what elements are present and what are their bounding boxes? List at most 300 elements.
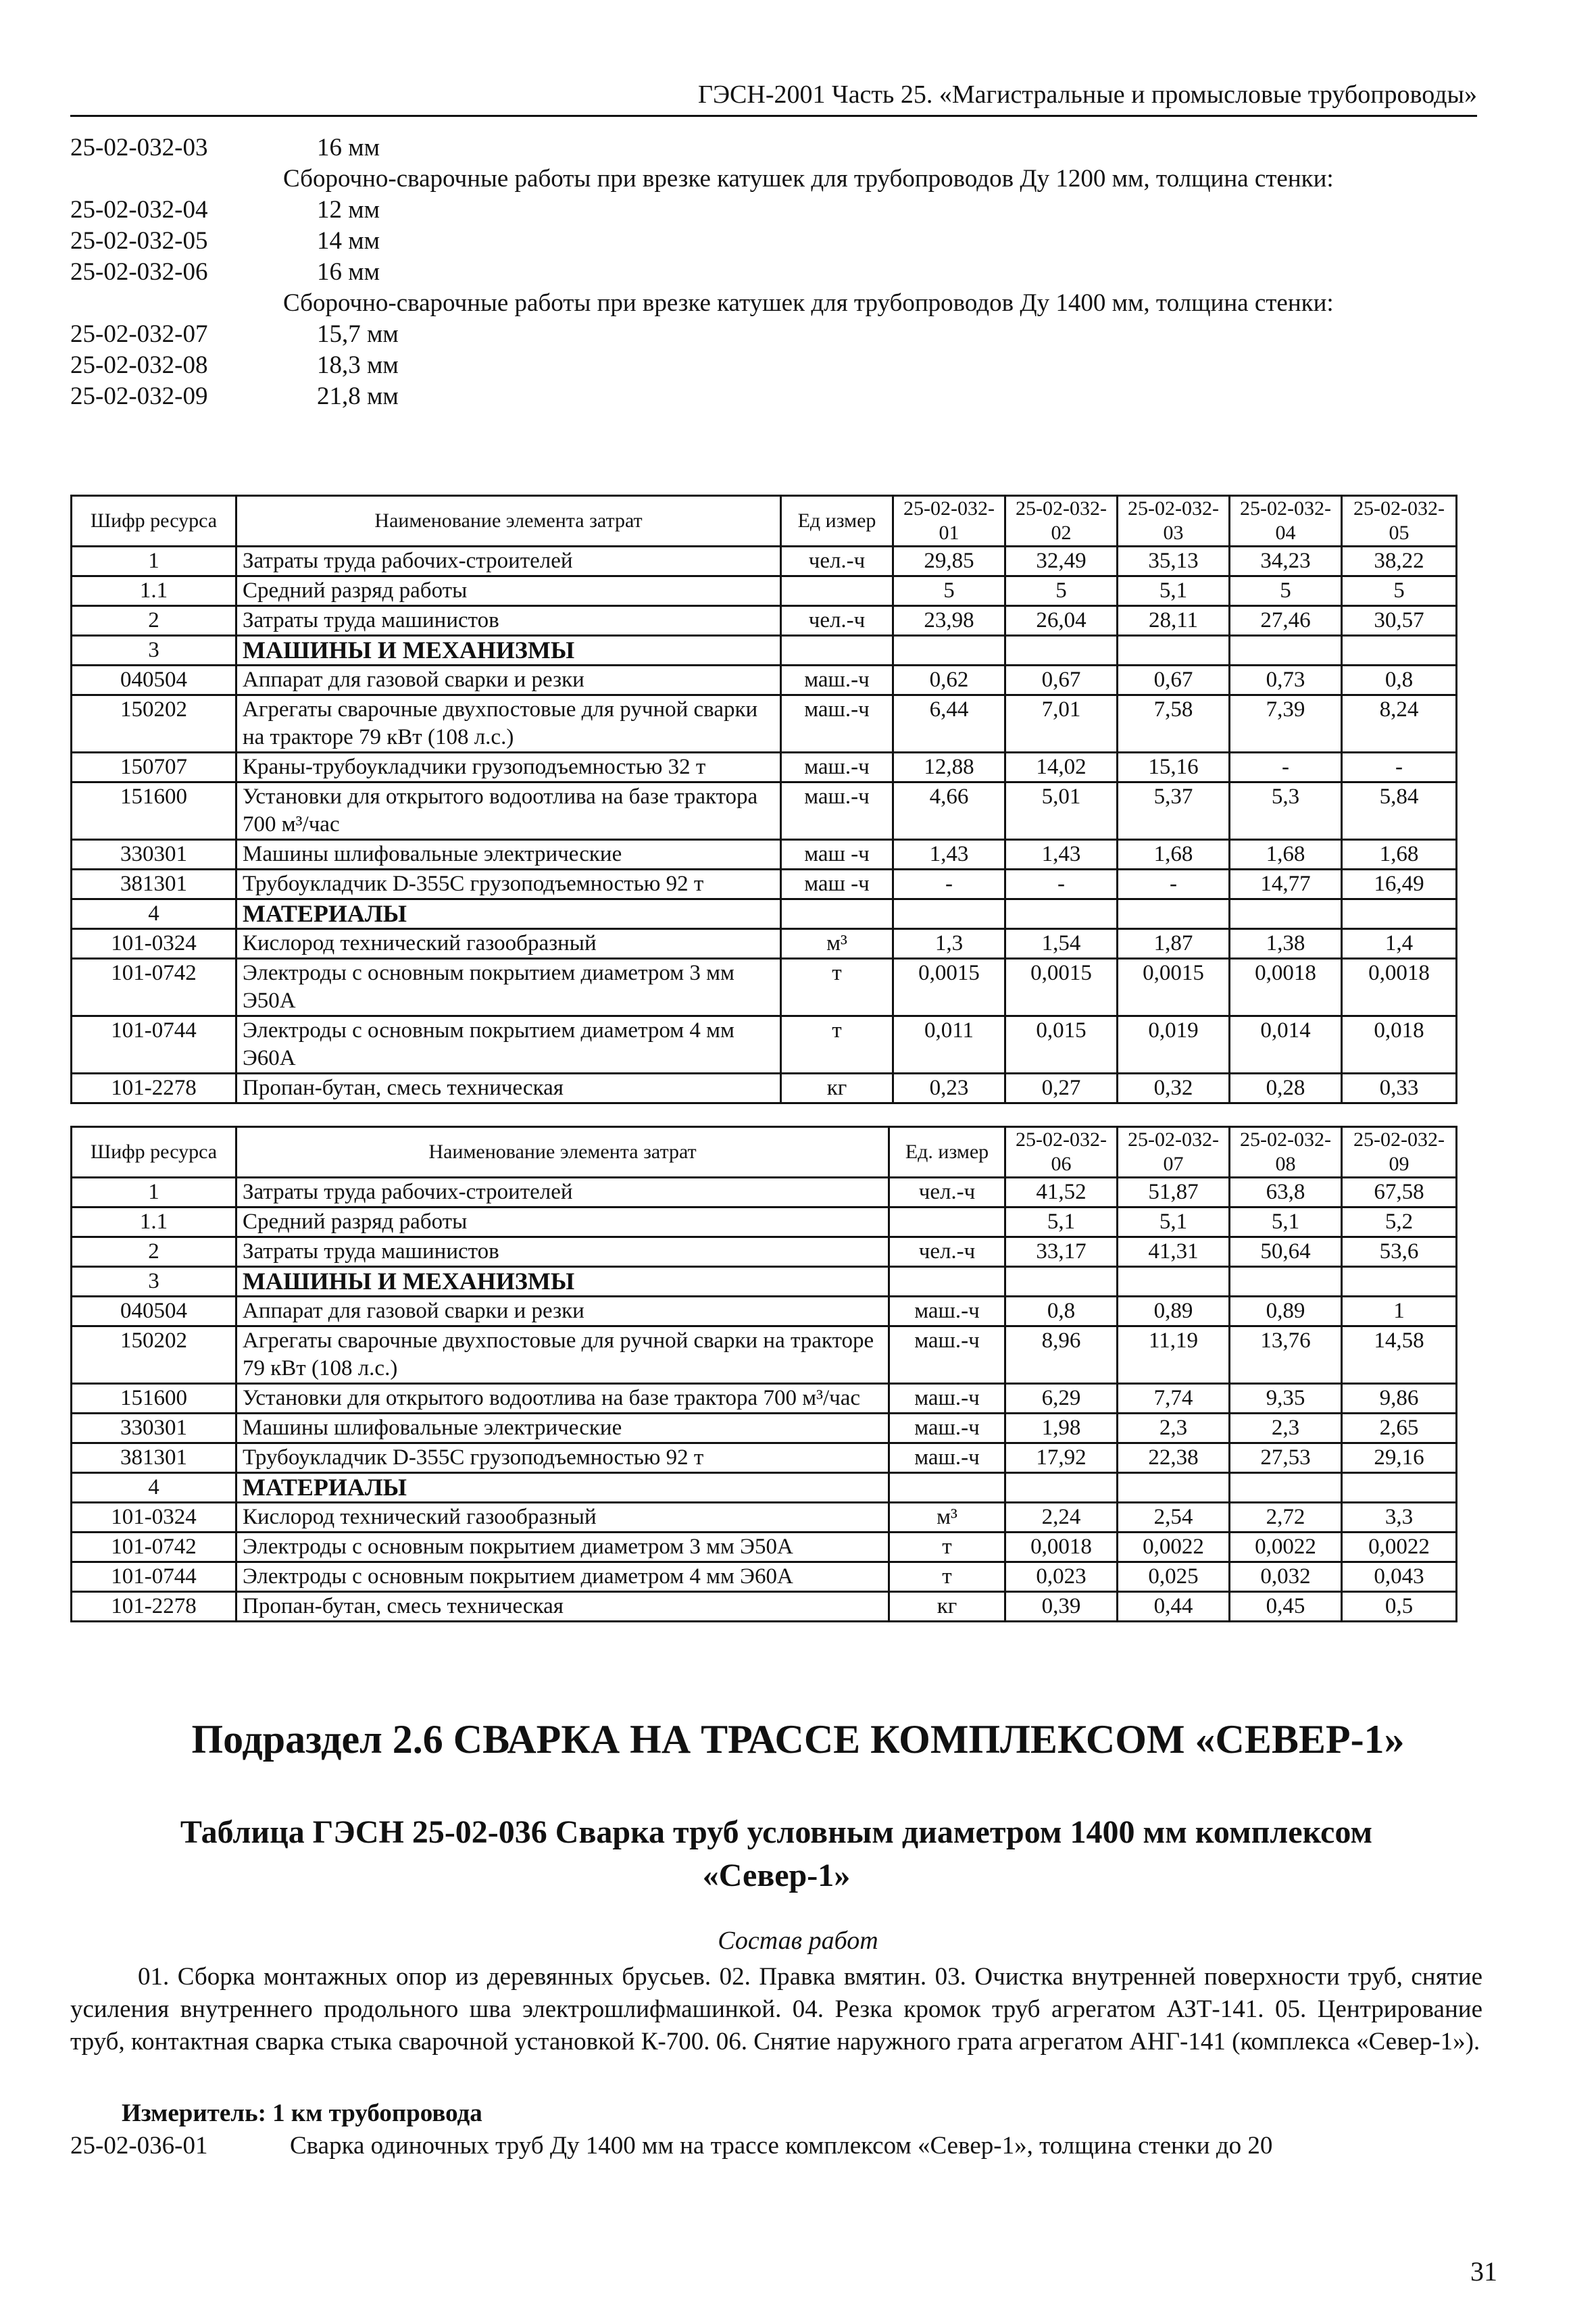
cell-unit [781,899,893,929]
cell-code: 040504 [72,1297,236,1326]
cell-value: 1,68 [1118,840,1230,870]
cell-value: 35,13 [1118,547,1230,576]
cell-value: 5 [893,576,1005,606]
cell-value: 0,0022 [1230,1533,1342,1562]
table-row [72,1503,1457,1533]
cell-name: Трубоукладчик D-355C грузоподъемностью 92 т [236,1443,889,1473]
code-list-text: 18,3 мм [317,351,399,379]
cell-value: 51,87 [1118,1178,1230,1208]
cell-code: 101-0742 [72,1533,236,1562]
cell-value: 0,27 [1005,1074,1118,1103]
cell-value: 1,38 [1230,929,1342,959]
composition-text: 01. Сборка монтажных опор из деревянных брусьев. 02. Правка вмятин. 03. Очистка внутренней поверхности труб, снятие усиления внутреннего продольного шва электрошлифмашинкой. 04. Резка кромок труб агрегатом АЗТ-141. 05. Центрирование труб, контактная сварка стыка сварочной установкой К-700. 06. Снятие наружного грата агрегатом АНГ-141 (комплекса «Север-1»). [70,1963,1482,2056]
cell-code: 381301 [72,870,236,899]
cell-value: 17,92 [1005,1443,1118,1473]
code-list-row [70,195,1482,226]
cell-value: 0,0018 [1342,959,1457,1016]
header-code: Шифр ресурса [72,1127,236,1178]
header-norm: 25-02-032-02 [1005,496,1118,547]
cell-code: 3 [72,1267,236,1297]
code-list-code: 25-02-032-03 [70,134,208,161]
cell-value: 2,3 [1230,1414,1342,1443]
cell-value: 28,11 [1118,606,1230,636]
cell-code: 330301 [72,840,236,870]
table-row [72,1414,1457,1443]
code-list-code: 25-02-032-05 [70,227,208,255]
cell-value [1342,1473,1457,1503]
cell-code: 101-0742 [72,959,236,1016]
cell-value: 27,46 [1230,606,1342,636]
cell-name: МАШИНЫ И МЕХАНИЗМЫ [236,1267,889,1297]
header-norm: 25-02-032-03 [1118,496,1230,547]
cell-unit: маш.-ч [889,1297,1005,1326]
cell-value: 4,66 [893,782,1005,840]
cell-value: 0,032 [1230,1562,1342,1592]
cell-value: 0,33 [1342,1074,1457,1103]
cell-name: Пропан-бутан, смесь техническая [236,1592,889,1622]
cell-unit [781,576,893,606]
cell-value: 53,6 [1342,1237,1457,1267]
cell-value: 41,52 [1005,1178,1118,1208]
cell-value: 14,02 [1005,753,1118,782]
table-row [72,1208,1457,1237]
cell-value: 6,44 [893,695,1005,753]
cell-value [1230,1267,1342,1297]
cell-value: - [1005,870,1118,899]
cell-unit: чел.-ч [889,1237,1005,1267]
cell-value: 14,58 [1342,1326,1457,1384]
cell-value [1005,636,1118,666]
cell-code: 4 [72,899,236,929]
cell-value: 7,39 [1230,695,1342,753]
cell-value: 1,68 [1342,840,1457,870]
cell-code: 150707 [72,753,236,782]
cell-code: 330301 [72,1414,236,1443]
cell-code: 3 [72,636,236,666]
cell-value: 5,1 [1230,1208,1342,1237]
table-row [72,1384,1457,1414]
cell-value: 2,3 [1118,1414,1230,1443]
cell-value: 1,54 [1005,929,1118,959]
table-row [72,870,1457,899]
cell-name: Затраты труда машинистов [236,1237,889,1267]
norm-entry-text: Сварка одиночных труб Ду 1400 мм на трассе комплексом «Север-1», толщина стенки до 20 [290,2132,1273,2160]
cell-name: Затраты труда рабочих-строителей [236,547,781,576]
cell-name: Установки для открытого водоотлива на базе трактора 700 м³/час [236,782,781,840]
code-list-code: 25-02-032-08 [70,351,208,379]
cell-unit: чел.-ч [781,606,893,636]
cell-value: 11,19 [1118,1326,1230,1384]
cell-value [893,636,1005,666]
cell-value: 1,68 [1230,840,1342,870]
cell-value: 2,65 [1342,1414,1457,1443]
cell-unit: маш -ч [781,870,893,899]
cell-unit [781,636,893,666]
cell-value: 27,53 [1230,1443,1342,1473]
cell-value: 1,43 [893,840,1005,870]
cell-unit [889,1267,1005,1297]
cell-unit: маш -ч [781,840,893,870]
cell-value: 0,28 [1230,1074,1342,1103]
cell-code: 2 [72,606,236,636]
cell-value: 0,015 [1005,1016,1118,1074]
cell-value: 7,74 [1118,1384,1230,1414]
table-row [72,1237,1457,1267]
code-list-row [70,350,1482,381]
cell-unit: маш.-ч [889,1414,1005,1443]
cell-code: 4 [72,1473,236,1503]
cell-code: 101-0324 [72,1503,236,1533]
cell-code: 151600 [72,1384,236,1414]
cell-value: 1,43 [1005,840,1118,870]
table-row [72,576,1457,606]
cell-value: 16,49 [1342,870,1457,899]
cell-value: 0,39 [1005,1592,1118,1622]
table-title-line: «Север-1» [702,1858,851,1893]
cell-name: Средний разряд работы [236,576,781,606]
cell-code: 2 [72,1237,236,1267]
cell-code: 101-2278 [72,1592,236,1622]
cell-value: 0,014 [1230,1016,1342,1074]
cell-value [1118,636,1230,666]
table-row [72,1562,1457,1592]
cell-value: 7,58 [1118,695,1230,753]
cell-value: 1,4 [1342,929,1457,959]
cell-value: 7,01 [1005,695,1118,753]
cell-value [1342,636,1457,666]
cell-value: 14,77 [1230,870,1342,899]
cell-value: 3,3 [1342,1503,1457,1533]
cell-value: 0,025 [1118,1562,1230,1592]
cell-code: 101-2278 [72,1074,236,1103]
table-row [72,1178,1457,1208]
cell-value: 26,04 [1005,606,1118,636]
cell-value [1005,1267,1118,1297]
table-row [72,782,1457,840]
cell-unit: м³ [889,1503,1005,1533]
cell-unit [889,1473,1005,1503]
header-norm: 25-02-032-09 [1342,1127,1457,1178]
cell-value: 22,38 [1118,1443,1230,1473]
code-list-code: 25-02-032-07 [70,320,208,348]
header-norm: 25-02-032-08 [1230,1127,1342,1178]
cell-value: 5 [1230,576,1342,606]
table-row [72,1326,1457,1384]
cell-value: 32,49 [1005,547,1118,576]
table-row [72,840,1457,870]
header-norm: 25-02-032-01 [893,496,1005,547]
cell-value [1118,1473,1230,1503]
cell-code: 040504 [72,666,236,695]
page-number: 31 [1470,2256,1497,2287]
cell-unit: т [889,1533,1005,1562]
cell-unit: кг [781,1074,893,1103]
cell-value: 63,8 [1230,1178,1342,1208]
cell-name: Электроды с основным покрытием диаметром 4 мм Э60А [236,1016,781,1074]
cell-name: МАТЕРИАЛЫ [236,1473,889,1503]
cell-unit: маш.-ч [781,695,893,753]
table-row [72,1074,1457,1103]
cell-value: 0,0018 [1005,1533,1118,1562]
code-list-text: 12 мм [317,196,380,224]
cell-value: 0,8 [1342,666,1457,695]
table-row [72,695,1457,753]
cell-value: 0,018 [1342,1016,1457,1074]
cell-value: 5,1 [1118,1208,1230,1237]
cell-value: 33,17 [1005,1237,1118,1267]
cell-value: 5,01 [1005,782,1118,840]
table-row [72,1533,1457,1562]
cell-value: 9,35 [1230,1384,1342,1414]
table-row [72,1473,1457,1503]
code-list-text: 14 мм [317,227,380,255]
cell-value [1230,1473,1342,1503]
cell-name: Электроды с основным покрытием диаметром 3 мм Э50А [236,959,781,1016]
measurer: Измеритель: 1 км трубопровода [122,2099,482,2127]
cell-unit: чел.-ч [889,1178,1005,1208]
table-row [72,1297,1457,1326]
cell-value: 0,0015 [1118,959,1230,1016]
table-row [72,929,1457,959]
code-list-text: 16 мм [317,134,380,161]
cell-value: 0,019 [1118,1016,1230,1074]
cell-name: Пропан-бутан, смесь техническая [236,1074,781,1103]
code-list-text: 16 мм [317,258,380,286]
cell-unit: маш.-ч [781,753,893,782]
cell-value: 0,023 [1005,1562,1118,1592]
table-row [72,753,1457,782]
cell-unit: т [781,1016,893,1074]
cell-value [1005,899,1118,929]
cell-value [1005,1473,1118,1503]
cell-code: 101-0744 [72,1016,236,1074]
cell-value: 5,3 [1230,782,1342,840]
cell-value: 1,87 [1118,929,1230,959]
cell-value: 41,31 [1118,1237,1230,1267]
header-unit: Ед. измер [889,1127,1005,1178]
cell-unit: т [889,1562,1005,1592]
header-norm: 25-02-032-04 [1230,496,1342,547]
cell-code: 1 [72,1178,236,1208]
cell-code: 101-0744 [72,1562,236,1592]
cell-value: 5 [1005,576,1118,606]
cell-value: 0,62 [893,666,1005,695]
cell-value: 12,88 [893,753,1005,782]
cell-value: 2,72 [1230,1503,1342,1533]
cell-value: 5,37 [1118,782,1230,840]
header-code: Шифр ресурса [72,496,236,547]
header-norm: 25-02-032-06 [1005,1127,1118,1178]
cell-value: 0,89 [1118,1297,1230,1326]
cell-value: 0,5 [1342,1592,1457,1622]
code-list-code: 25-02-032-06 [70,258,208,286]
header-norm: 25-02-032-07 [1118,1127,1230,1178]
cell-value [1342,1267,1457,1297]
cell-value: - [1342,753,1457,782]
cell-name: МАТЕРИАЛЫ [236,899,781,929]
cell-value: 34,23 [1230,547,1342,576]
code-list-row [70,132,1482,164]
cell-name: Электроды с основным покрытием диаметром 4 мм Э60А [236,1562,889,1592]
cell-name: Трубоукладчик D-355C грузоподъемностью 92 т [236,870,781,899]
cell-value: 0,0022 [1342,1533,1457,1562]
table-row [72,666,1457,695]
cell-value: 0,67 [1005,666,1118,695]
norm-entry-code: 25-02-036-01 [70,2132,208,2160]
cell-value: 0,043 [1342,1562,1457,1592]
table-title [70,1811,1482,1897]
cell-value: 23,98 [893,606,1005,636]
cell-value [1118,1267,1230,1297]
cell-value [1230,636,1342,666]
cell-unit: маш.-ч [889,1384,1005,1414]
code-list-text: 21,8 мм [317,382,399,410]
cell-value: 2,54 [1118,1503,1230,1533]
table-row [72,899,1457,929]
code-list-code: 25-02-032-04 [70,196,208,224]
cell-value: 8,96 [1005,1326,1118,1384]
cell-value: - [893,870,1005,899]
cell-name: Кислород технический газообразный [236,929,781,959]
cell-value: 0,0022 [1118,1533,1230,1562]
header-name: Наименование элемента затрат [236,1127,889,1178]
cell-value: 0,8 [1005,1297,1118,1326]
resource-table-2 [70,1126,1457,1622]
cell-value: 1 [1342,1297,1457,1326]
table-row [72,1267,1457,1297]
code-list [70,132,1482,412]
cell-name: Машины шлифовальные электрические [236,840,781,870]
cell-value: 13,76 [1230,1326,1342,1384]
cell-value: 0,0018 [1230,959,1342,1016]
header-norm: 25-02-032-05 [1342,496,1457,547]
cell-unit: маш.-ч [781,782,893,840]
code-list-text: 15,7 мм [317,320,399,348]
cell-value: - [1118,870,1230,899]
code-list-row [70,226,1482,257]
cell-code: 150202 [72,695,236,753]
header-unit: Ед измер [781,496,893,547]
table-row [72,1016,1457,1074]
cell-value: 0,0015 [893,959,1005,1016]
cell-name: Средний разряд работы [236,1208,889,1237]
cell-value: 8,24 [1342,695,1457,753]
cell-value: 0,67 [1118,666,1230,695]
cell-value: 9,86 [1342,1384,1457,1414]
cell-code: 1.1 [72,576,236,606]
cell-value: 5,84 [1342,782,1457,840]
cell-value: 2,24 [1005,1503,1118,1533]
cell-value: - [1230,753,1342,782]
cell-value: 0,44 [1118,1592,1230,1622]
cell-name: Затраты труда машинистов [236,606,781,636]
cell-value: 0,32 [1118,1074,1230,1103]
cell-name: Агрегаты сварочные двухпостовые для ручной сварки на тракторе 79 кВт (108 л.с.) [236,1326,889,1384]
cell-name: Кислород технический газообразный [236,1503,889,1533]
cell-value: 29,16 [1342,1443,1457,1473]
cell-value: 0,89 [1230,1297,1342,1326]
table-header-row [72,496,1457,547]
cell-value: 0,45 [1230,1592,1342,1622]
cell-value: 15,16 [1118,753,1230,782]
code-list-heading: Сборочно-сварочные работы при врезке катушек для трубопроводов Ду 1400 мм, толщина стенки: [283,289,1334,317]
cell-value: 0,73 [1230,666,1342,695]
resource-table-1 [70,495,1457,1104]
cell-unit: маш.-ч [889,1443,1005,1473]
cell-value [893,899,1005,929]
cell-code: 101-0324 [72,929,236,959]
cell-code: 1 [72,547,236,576]
table-header-row [72,1127,1457,1178]
cell-value: 30,57 [1342,606,1457,636]
code-list-row [70,319,1482,350]
table-row [72,1592,1457,1622]
table-row [72,636,1457,666]
cell-code: 151600 [72,782,236,840]
cell-value: 0,23 [893,1074,1005,1103]
cell-unit [889,1208,1005,1237]
cell-value: 1,3 [893,929,1005,959]
cell-value: 1,98 [1005,1414,1118,1443]
cell-unit: чел.-ч [781,547,893,576]
cell-value [1118,899,1230,929]
cell-name: Затраты труда рабочих-строителей [236,1178,889,1208]
cell-code: 150202 [72,1326,236,1384]
cell-name: Машины шлифовальные электрические [236,1414,889,1443]
cell-code: 381301 [72,1443,236,1473]
cell-value: 5 [1342,576,1457,606]
cell-value: 6,29 [1005,1384,1118,1414]
code-list-code: 25-02-032-09 [70,382,208,410]
cell-name: Установки для открытого водоотлива на базе трактора 700 м³/час [236,1384,889,1414]
cell-value: 5,1 [1005,1208,1118,1237]
subsection-title: Подраздел 2.6 СВАРКА НА ТРАССЕ КОМПЛЕКСОМ «СЕВЕР-1» [191,1717,1405,1762]
cell-unit: м³ [781,929,893,959]
cell-value: 5,1 [1118,576,1230,606]
cell-value: 67,58 [1342,1178,1457,1208]
table-row [72,959,1457,1016]
code-list-row [70,381,1482,412]
cell-name: Аппарат для газовой сварки и резки [236,1297,889,1326]
header-name: Наименование элемента затрат [236,496,781,547]
cell-value: 0,011 [893,1016,1005,1074]
cell-value: 38,22 [1342,547,1457,576]
cell-name: Краны-трубоукладчики грузоподъемностью 32 т [236,753,781,782]
cell-unit: маш.-ч [889,1326,1005,1384]
table-title-line: Таблица ГЭСН 25-02-036 Сварка труб условным диаметром 1400 мм комплексом [180,1814,1373,1850]
composition-title: Состав работ [718,1926,878,1955]
cell-value [1230,899,1342,929]
code-list-heading: Сборочно-сварочные работы при врезке катушек для трубопроводов Ду 1200 мм, толщина стенки: [283,165,1334,193]
cell-unit: маш.-ч [781,666,893,695]
code-list-row [70,257,1482,288]
page-header: ГЭСН-2001 Часть 25. «Магистральные и промысловые трубопроводы» [70,80,1477,117]
cell-name: МАШИНЫ И МЕХАНИЗМЫ [236,636,781,666]
cell-name: Аппарат для газовой сварки и резки [236,666,781,695]
cell-unit: кг [889,1592,1005,1622]
cell-unit: т [781,959,893,1016]
cell-name: Электроды с основным покрытием диаметром 3 мм Э50А [236,1533,889,1562]
cell-value: 5,2 [1342,1208,1457,1237]
cell-value: 0,0015 [1005,959,1118,1016]
cell-value: 29,85 [893,547,1005,576]
cell-value [1342,899,1457,929]
cell-code: 1.1 [72,1208,236,1237]
table-row [72,1443,1457,1473]
table-row [72,547,1457,576]
table-row [72,606,1457,636]
cell-value: 50,64 [1230,1237,1342,1267]
